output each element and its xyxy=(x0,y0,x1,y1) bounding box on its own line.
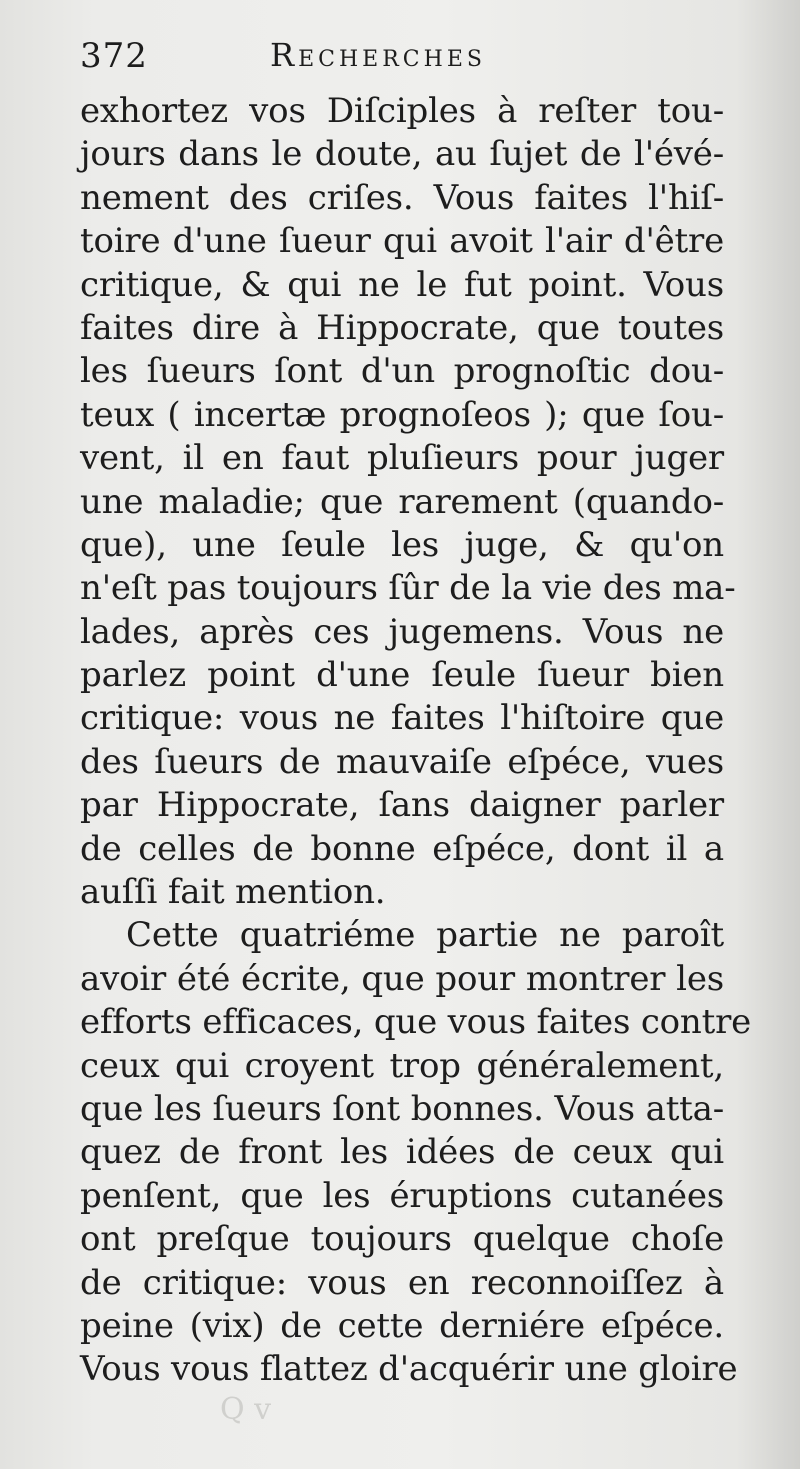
text-line: avoir été écrite, que pour montrer les xyxy=(80,958,724,999)
text-line: peine (vix) de cette derniére eſpéce. xyxy=(80,1305,724,1346)
text-line: quez de front les idées de ceux qui xyxy=(80,1132,724,1173)
text-line: Vous vous flattez d'acquérir une gloire xyxy=(80,1349,738,1390)
text-line: vent, il en faut pluſieurs pour juger xyxy=(80,438,724,479)
text-line: auſſi fait mention. xyxy=(80,872,386,913)
signature-mark: Q v xyxy=(220,1392,272,1427)
text-line: parlez point d'une ſeule ſueur bien xyxy=(80,655,724,696)
page-number: 372 xyxy=(80,36,148,76)
text-line: les ſueurs ſont d'un prognoſtic dou- xyxy=(80,351,724,392)
text-line: que les ſueurs ſont bonnes. Vous atta- xyxy=(80,1088,724,1129)
text-line: de critique: vous en reconnoiſſez à xyxy=(80,1262,724,1303)
text-line: toire d'une ſueur qui avoit l'air d'être xyxy=(80,221,724,262)
text-line: par Hippocrate, ſans daigner parler xyxy=(80,785,724,826)
page-header xyxy=(80,28,720,84)
text-line: n'eſt pas toujours ſûr de la vie des ma- xyxy=(80,568,736,609)
paragraph-start-line: Cette quatriéme partie ne paroît xyxy=(126,915,724,956)
text-line: que), une ſeule les juge, & qu'on xyxy=(80,524,724,565)
text-line: de celles de bonne eſpéce, dont il a xyxy=(80,828,724,869)
text-line: nement des criſes. Vous faites l'hiſ- xyxy=(80,177,724,218)
text-line: penſent, que les éruptions cutanées xyxy=(80,1175,724,1216)
body-text xyxy=(80,90,752,1392)
text-line: exhortez vos Diſciples à reſter tou- xyxy=(80,91,724,131)
text-line: critique, & qui ne le fut point. Vous xyxy=(80,264,724,305)
text-line: jours dans le doute, au ſujet de l'évé- xyxy=(80,134,724,175)
text-line: ont preſque toujours quelque choſe xyxy=(80,1219,724,1260)
text-line: lades, après ces jugemens. Vous ne xyxy=(80,611,724,652)
text-line: efforts efficaces, que vous faites contre xyxy=(80,1002,752,1043)
text-line: teux ( incertæ prognoſeos ); que ſou- xyxy=(80,394,724,435)
text-line: faites dire à Hippocrate, que toutes xyxy=(80,307,724,348)
running-title: Recherches xyxy=(270,36,486,74)
text-line: critique: vous ne faites l'hiſtoire que xyxy=(80,698,724,739)
text-line: une maladie; que rarement (quando- xyxy=(80,481,724,522)
text-line: des ſueurs de mauvaiſe eſpéce, vues xyxy=(80,741,724,782)
text-line: ceux qui croyent trop généralement, xyxy=(80,1045,724,1086)
